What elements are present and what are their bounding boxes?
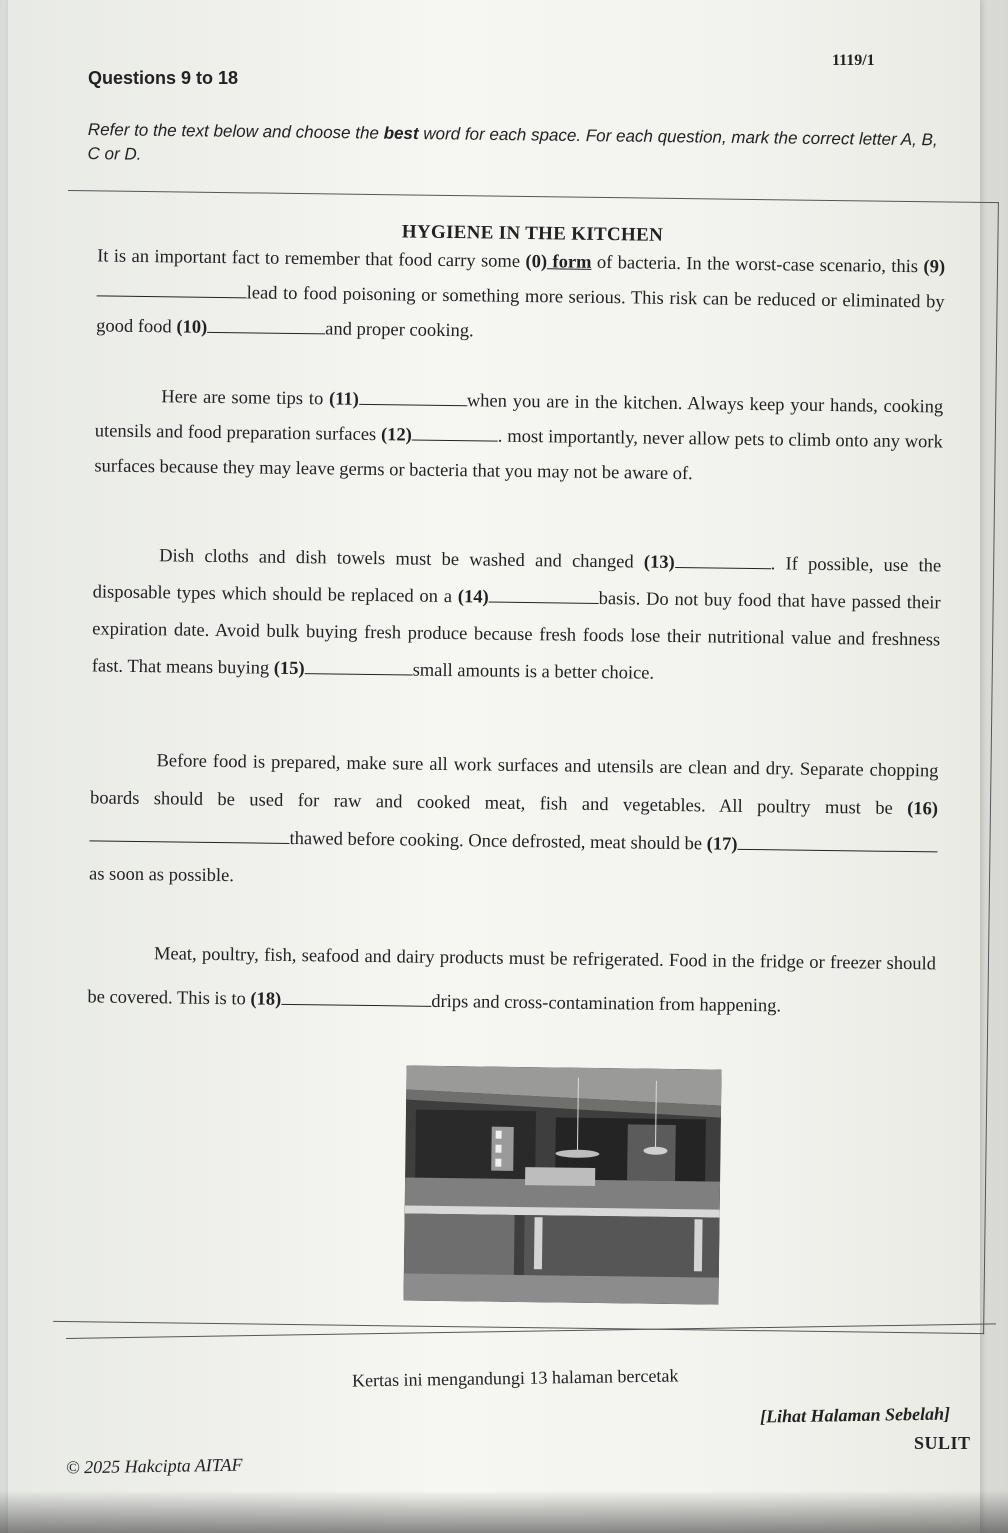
table-edge-shadow <box>0 1490 1008 1533</box>
copyright-note: © 2025 Hakcipta AITAF <box>65 1454 243 1478</box>
questions-heading: Questions 9 to 18 <box>88 68 239 88</box>
question-number-15: (15) <box>273 658 305 680</box>
instruction-text: Refer to the text below and choose the best word for each space. For each question, mark the correct letter A, B, C or D. <box>87 119 938 164</box>
answer-blank-12[interactable] <box>412 424 498 442</box>
answer-blank-10[interactable] <box>207 316 325 335</box>
answer-blank-16[interactable] <box>89 824 289 844</box>
example-answer: form <box>546 252 592 273</box>
answer-blank-13[interactable] <box>675 551 771 569</box>
answer-blank-17[interactable] <box>737 833 937 853</box>
kitchen-illustration <box>403 1066 721 1305</box>
question-number-13: (13) <box>643 552 675 573</box>
answer-blank-15[interactable] <box>305 657 413 675</box>
page-count-note: Kertas ini mengandungi 13 halaman bercetak <box>351 1365 679 1391</box>
answer-blank-9[interactable] <box>97 279 247 298</box>
question-number-17: (17) <box>706 834 738 855</box>
question-number-18: (18) <box>250 989 282 1010</box>
classification-label: SULIT <box>914 1433 971 1453</box>
question-number-11: (11) <box>328 389 360 410</box>
paragraph-4: Before food is prepared, make sure all work surfaces and utensils are clean and dry. Separate chopping boards should be used for raw and cooked meat, fish and vegetables. All poultry must be (16)thawed before cooking. Once defrosted, meat should be (17)as soon as possible. <box>88 751 939 887</box>
exam-page <box>8 0 980 1533</box>
paragraph-5: Meat, poultry, fish, seafood and dairy products must be refrigerated. Food in the fridge or freezer should be covered. This is to (18) drips and cross-contamination from happening. <box>87 944 937 1017</box>
answer-blank-11[interactable] <box>359 388 467 406</box>
answer-blank-18[interactable] <box>281 988 431 1007</box>
answer-blank-14[interactable] <box>489 586 599 604</box>
question-number-14: (14) <box>457 587 489 608</box>
paragraph-2: Here are some tips to (11) when you are in the kitchen. Always keep your hands, cooking utensils and food preparation surfaces (12) . most importantly, never allow pets to climb onto any work surfaces because they may leave germs or bacteria that you may not be aware of. <box>94 387 944 485</box>
next-page-note: [Lihat Halaman Sebelah] <box>759 1403 951 1427</box>
paper-code: 1119/1 <box>832 52 875 69</box>
paragraph-1: It is an important fact to remember that food carry some (0) form of bacteria. In the worst-case scenario, this (9)lead to food poisoning or something more serious. This risk can be reduced or eliminated by good food (10) and proper cooking. <box>96 246 946 342</box>
question-number-10: (10) <box>176 317 208 338</box>
passage-title: HYGIENE IN THE KITCHEN <box>401 221 664 246</box>
question-number-9: (9) <box>923 257 946 278</box>
kitchen-photo <box>403 1066 721 1305</box>
question-number-16: (16) <box>907 799 939 820</box>
paragraph-3: Dish cloths and dish towels must be washed and changed (13) . If possible, use the disposable types which should be replaced on a (14) basis. Do not buy food that have passed their expiration date. Avoid bulk buying fresh produce because fresh foods lose their nutritional value and freshness fast. That means buying (15) small amounts is a better choice. <box>91 546 942 684</box>
passage-box <box>53 190 999 1334</box>
question-number-12: (12) <box>380 425 413 446</box>
question-number-0: (0) <box>525 251 548 273</box>
